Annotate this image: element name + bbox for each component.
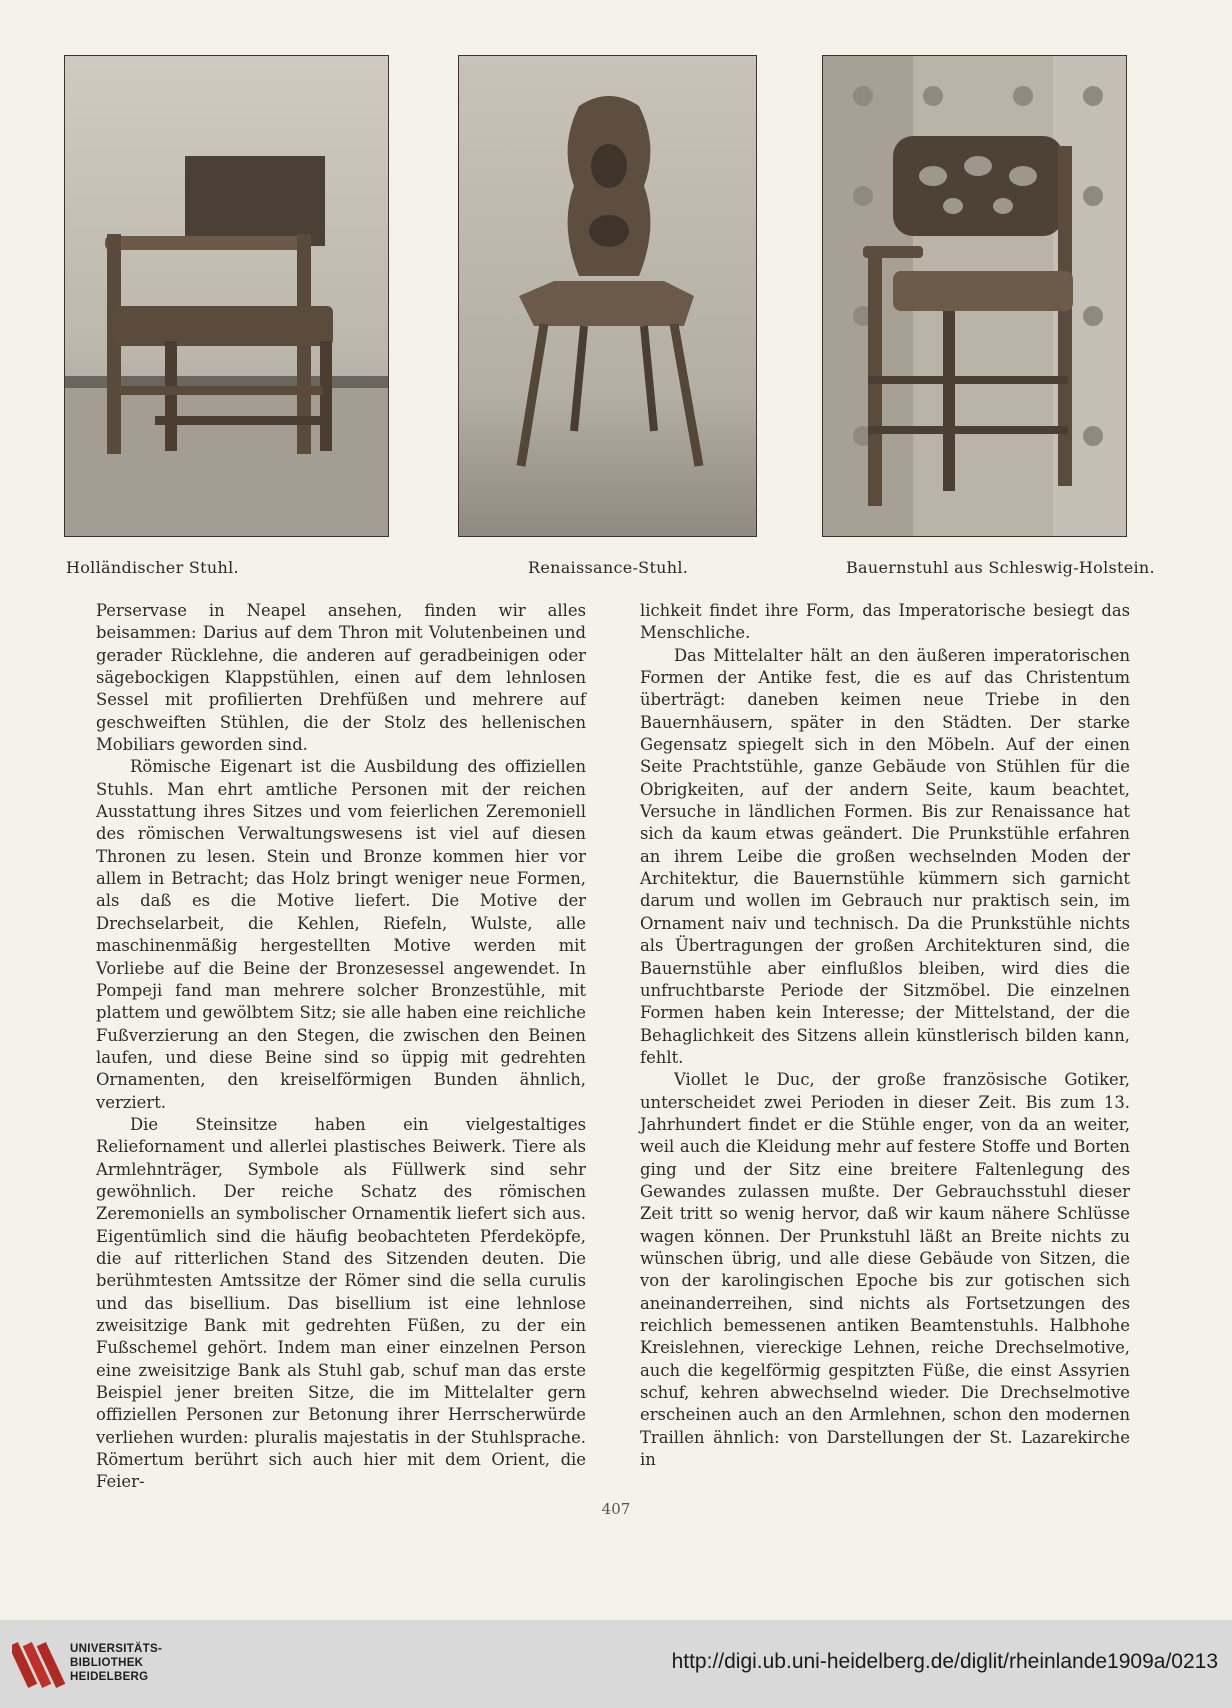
right-paragraph-1: lichkeit findet ihre Form, das Imperatorische besiegt das Menschliche. (640, 601, 1130, 643)
photo-peasant-chair (822, 55, 1127, 537)
library-name-line1: UNIVERSITÄTS- (70, 1643, 163, 1655)
right-paragraph-2: Das Mittelalter hält an den äußeren imperatorischen Formen der Antike fest, die es auf das Christentum überträgt: daneben keimen neue Triebe in den Bauernhäusern, später in den Städten. Der starke Gegensatz spiegelt sich in den Möbeln. Auf der einen Seite Prachtstühle, ganze Gebäude von Stühlen für die Obrigkeiten, auf der andern Seite, kaum beachtet, Versuche in ländlichen Formen. Bis zur Renaissance hat sich da kaum etwas geändert. Die Prunkstühle erfahren an ihrem Leibe die großen wechselnden Moden der Architektur, die Bauernstühle kümmern sich garnicht darum und wollen im Gebrauch nur praktisch sein, im Ornament naiv und technisch. Da die Prunkstühle nichts als Übertragungen der großen Architekturen sind, die Bauernstühle aber einflußlos bleiben, wird dies die unfruchtbarste Periode der Sitzmöbel. Die einzelnen Formen haben kein Interesse; der Mittelstand, der die Behaglichkeit des Sitzens allein künstlerisch bilden kann, fehlt. (640, 645, 1130, 1067)
page-number: 407 (601, 1500, 631, 1518)
left-text-column (96, 600, 586, 1494)
caption-renaissance-chair: Renaissance-Stuhl. (528, 558, 689, 577)
library-name-line2: BIBLIOTHEK (70, 1657, 144, 1669)
digitization-url-link[interactable]: http://digi.ub.uni-heidelberg.de/diglit/rheinlande1909a/0213 (671, 1650, 1218, 1673)
dutch-chair-illustration (65, 56, 388, 536)
left-paragraph-1: Perservase in Neapel ansehen, finden wir alles beisammen: Darius auf dem Thron mit Volutenbeinen und gerader Rücklehne, die anderen auf geradbeinigen oder sägebockigen Klappstühlen, einen auf dem lehnlosen Sessel mit profilierten Drehfüßen und mehrere auf geschweiften Stühlen, die der Stolz des hellenischen Mobiliars geworden sind. (96, 601, 586, 755)
renaissance-chair-illustration (459, 56, 756, 536)
library-name-line3: HEIDELBERG (70, 1671, 149, 1683)
photo-renaissance-chair (458, 55, 757, 537)
footer-bar (0, 1620, 1232, 1708)
caption-peasant-chair: Bauernstuhl aus Schleswig-Holstein. (846, 558, 1155, 577)
library-name[interactable] (70, 1642, 162, 1684)
left-paragraph-3: Die Steinsitze haben ein vielgestaltiges Reliefornament und allerlei plastisches Beiwerk. Tiere als Armlehnträger, Symbole als Füllwerk sind sehr gewöhnlich. Der reiche Schatz des römischen Zeremoniells an symbolischer Ornamentik liefert sich aus. Eigentümlich sind die häufig beobachteten Pferdeköpfe, die auf ritterlichen Stand des Sitzenden deuten. Die berühmtesten Amtssitze der Römer sind die sella curulis und das bisellium. Das bisellium ist eine lehnlose zweisitzige Bank mit gedrehten Füßen, zu der ein Fußschemel gehört. Indem man einer einzelnen Person eine zweisitzige Bank als Stuhl gab, schuf man das erste Beispiel jener breiten Sitze, die im Mittelalter gern offiziellen Personen zur Betonung ihrer Herrscherwürde verliehen wurden: pluralis majestatis in der Stuhlsprache. Römertum berührt sich auch hier mit dem Orient, die Feier- (96, 1114, 586, 1492)
university-library-logo-icon[interactable] (12, 1632, 68, 1696)
caption-dutch-chair: Holländischer Stuhl. (66, 558, 239, 577)
right-text-column (640, 600, 1130, 1471)
right-paragraph-3: Viollet le Duc, der große französische Gotiker, unterscheidet zwei Perioden in dieser Zeit. Bis zum 13. Jahrhundert findet er die Stühle enger, von da an weiter, weil auch die Kleidung mehr auf festere Stoffe und Borten ging und der Sitz eine breitere Faltenlegung des Gewandes zulassen mußte. Der Gebrauchsstuhl dieser Zeit tritt so wenig hervor, daß wir kaum nähere Schlüsse wagen können. Der Prunkstuhl läßt an Breite nichts zu wünschen übrig, und alle diese Gebäude von Sitzen, die von der karolingischen Epoche bis zur gotischen sich aneinanderreihen, sind nichts als Fortsetzungen des reichlich bemessenen antiken Beamtenstuhls. Halbhohe Kreislehnen, viereckige Lehnen, reiche Drechselmotive, auch die kegelförmig gespitzten Füße, die einst Assyrien schuf, kehren abwechselnd wieder. Die Drechselmotive erscheinen auch an den Armlehnen, schon den modernen Traillen ähnlich: von Darstellungen der St. Lazarekirche in (640, 1070, 1130, 1470)
peasant-chair-illustration (823, 56, 1126, 536)
left-paragraph-2: Römische Eigenart ist die Ausbildung des offiziellen Stuhls. Man ehrt amtliche Personen mit der reichen Ausstattung ihres Sitzes und vom feierlichen Zeremoniell des römischen Verwaltungswesens ist viel auf diesen Thronen zu lesen. Stein und Bronze kommen hier vor allem in Betracht; das Holz bringt weniger neue Formen, als daß es die Motive liefert. Die Motive der Drechselarbeit, die Kehlen, Riefeln, Wulste, alle maschinenmäßig hergestellten Motive werden mit Vorliebe auf die Beine der Bronzesessel angewendet. In Pompeji fand man mehrere solcher Bronzestühle, mit plattem und gewölbtem Sitz; sie alle haben eine reichliche Fußverzierung an den Stegen, die zwischen den Beinen laufen, und diese Beine sind so üppig mit gedrehten Ornamenten, den kreiselförmigen Bunden ähnlich, verziert. (96, 757, 586, 1112)
photo-dutch-chair (64, 55, 389, 537)
